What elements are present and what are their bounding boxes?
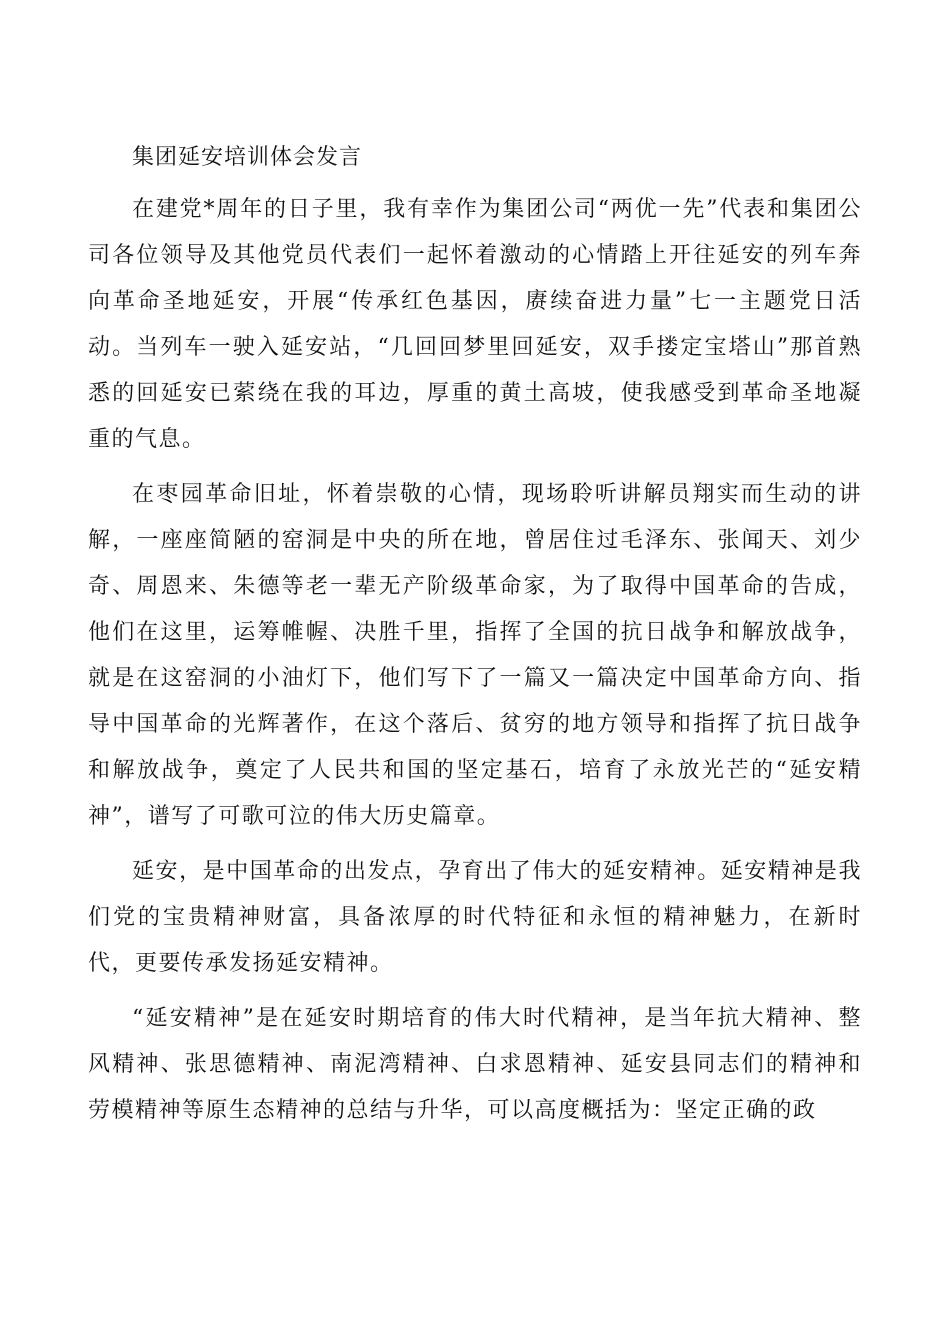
paragraph-4: “延安精神”是在延安时期培育的伟大时代精神，是当年抗大精神、整风精神、张思德精神、南泥湾精神、白求恩精神、延安县同志们的精神和劳模精神等原生态精神的总结与升华，可以高度概括为：坚定正确的政: [88, 1006, 862, 1123]
document-title: 集团延安培训体会发言: [132, 145, 363, 170]
paragraph-3: 延安，是中国革命的出发点，孕育出了伟大的延安精神。延安精神是我们党的宝贵精神财富，具备浓厚的时代特征和永恒的精神魅力，在新时代，更要传承发扬延安精神。: [88, 859, 862, 976]
paragraph-1: 在建党*周年的日子里，我有幸作为集团公司“两优一先”代表和集团公司各位领导及其他党员代表们一起怀着激动的心情踏上开往延安的列车奔向革命圣地延安，开展“传承红色基因，赓续奋进力量”七一主题党日活动。当列车一驶入延安站，“几回回梦里回延安，双手搂定宝塔山”那首熟悉的回延安已萦绕在我的耳边，厚重的黄土高坡，使我感受到革命圣地凝重的气息。: [88, 197, 862, 452]
paragraph-2: 在枣园革命旧址，怀着崇敬的心情，现场聆听讲解员翔实而生动的讲解，一座座简陋的窑洞是中央的所在地，曾居住过毛泽东、张闻天、刘少奇、周恩来、朱德等老一辈无产阶级革命家，为了取得中国革命的告成，他们在这里，运筹帷幄、决胜千里，指挥了全国的抗日战争和解放战争，就是在这窑洞的小油灯下，他们写下了一篇又一篇决定中国革命方向、指导中国革命的光辉著作，在这个落后、贫穷的地方领导和指挥了抗日战争和解放战争，奠定了人民共和国的坚定基石，培育了永放光芒的“延安精神”，谱写了可歌可泣的伟大历史篇章。: [88, 482, 862, 829]
document-body: [88, 135, 862, 1143]
